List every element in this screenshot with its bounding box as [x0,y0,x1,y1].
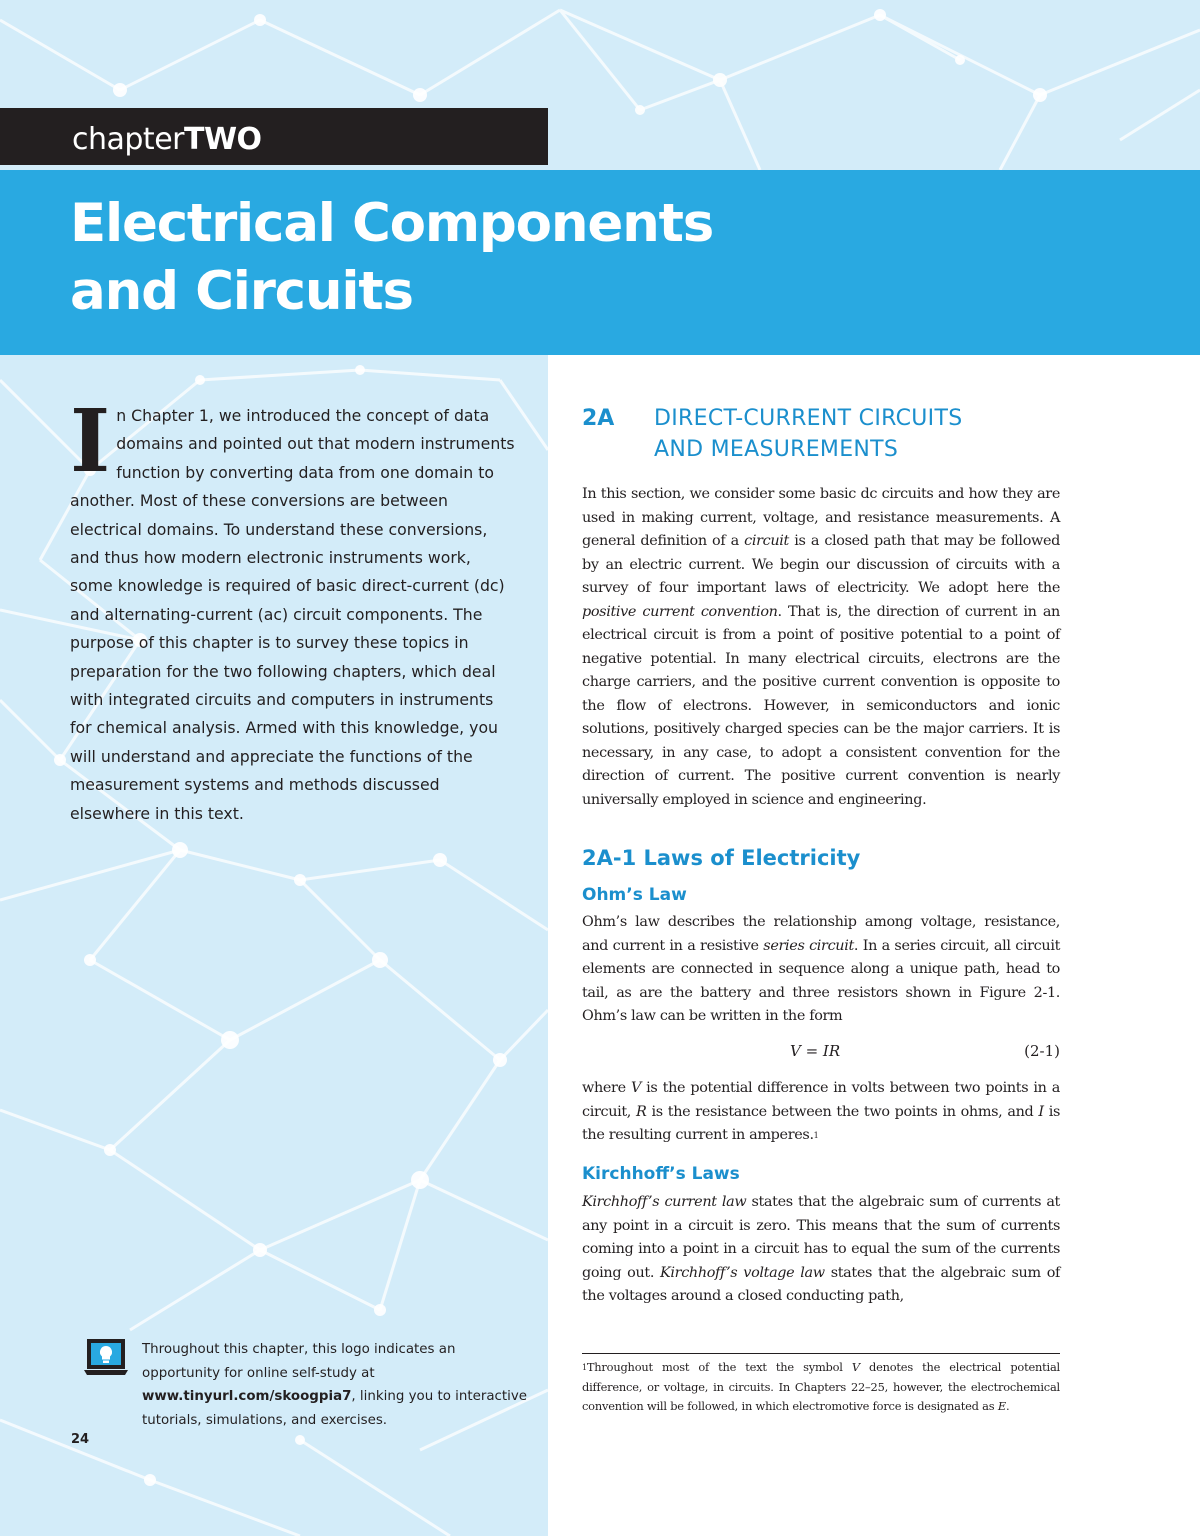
symbol-r: R [636,1103,647,1120]
footnote-reference[interactable]: 1 [813,1131,819,1140]
note-text-after: , linking you to interactive tutorials, simulations, and exercises. [142,1389,528,1428]
text-run: where [582,1080,631,1096]
text-run: denotes the electrical potential difference, or voltage, in circuits. In Chapters 22–25, however, the electrochemical convention will be followed, in which electromotive force is designated as [582,1360,1060,1413]
term-positive-current-convention: positive current convention [582,603,778,620]
text-run: . [1005,1399,1010,1413]
text-run: is the potential difference in volts between two points in a circuit, [582,1080,1060,1120]
footnote-marker: 1 [582,1363,587,1372]
text-run: Throughout most of the text the symbol [586,1360,852,1374]
intro-paragraph [70,391,518,828]
subsection-heading: 2A-1 Laws of Electricity [582,846,861,870]
lightbulb-laptop-icon [84,1338,128,1376]
note-text-before: Throughout this chapter, this logo indicates an opportunity for online self-study at [142,1342,456,1381]
term-series-circuit: series circuit [763,937,854,954]
text-run: is the resulting current in amperes. [582,1103,1060,1143]
kirchhoffs-laws-heading: Kirchhoff’s Laws [582,1164,740,1184]
equation-number: (2-1) [1024,1042,1060,1060]
ohms-law-heading: Ohm’s Law [582,885,687,905]
text-run: states that the algebraic sum of currents at any point in a circuit is zero. This means that the sum of currents coming into a point in a circuit has to equal the sum of the currents going out. [582,1194,1060,1281]
chapter-label-bar [0,108,548,165]
term-circuit: circuit [744,533,789,549]
footnote-divider [582,1353,1060,1354]
text-run: states that the algebraic sum of the voltages around a closed conducting path, [582,1264,1060,1304]
kirchhoffs-laws-paragraph [582,1191,1060,1309]
chapter-title-line2: and Circuits [70,261,413,322]
symbol-e: E [997,1399,1006,1413]
text-run: Ohm’s law describes the relationship among voltage, resistance, and current in a resistive [582,914,1060,954]
intro-text: n Chapter 1, we introduced the concept of data domains and pointed out that modern instruments function by converting data from one domain to another. Most of these conversions are between electrical domains. To understand these conversions, and thus how modern electronic instruments work, some knowledge is required of basic direct-current (dc) and alternating-current (ac) circuit components. The purpose of this chapter is to survey these topics in preparation for the two following chapters, which deal with integrated circuits and computers in instruments for chemical analysis. Armed with this knowledge, you will understand and appreciate the functions of the measurement systems and methods discussed elsewhere in this text. [70,406,515,823]
ohms-law-paragraph [582,911,1060,1029]
text-run: is a closed path that may be followed by an electric current. We begin our discussion of circuits with a survey of four important laws of electricity. We adopt here the [582,533,1060,596]
study-link[interactable]: www.tinyurl.com/skoogpia7 [142,1389,352,1404]
chapter-number: TWO [184,122,262,157]
drop-cap: I [70,391,111,492]
text-run: In this section, we consider some basic dc circuits and how they are used in making current, voltage, and resistance measurements. A general definition of a [582,486,1060,549]
text-run: . In a series circuit, all circuit elements are connected in sequence along a unique path, head to tail, as are the battery and three resistors shown in Figure 2-1. Ohm’s law can be written in the form [582,937,1061,1024]
where-paragraph [582,1077,1060,1148]
symbol-v: V [630,1080,641,1096]
page-number: 24 [71,1432,90,1447]
chapter-title-line1: Electrical Components [70,193,714,254]
chapter-prefix: chapter [72,122,184,157]
chapter-title [70,190,713,326]
section-title-line1: DIRECT-CURRENT CIRCUITS [654,406,963,431]
footnote [582,1358,1060,1417]
term-kirchhoff-voltage-law: Kirchhoff’s voltage law [660,1264,825,1281]
text-run: is the resistance between the two points in ohms, and [646,1103,1039,1120]
symbol-i: I [1038,1103,1044,1120]
equation-expression: V = IR [790,1042,841,1060]
term-kirchhoff-current-law: Kirchhoff’s current law [582,1194,747,1210]
symbol-v: V [851,1360,860,1374]
section-title-line2: AND MEASUREMENTS [654,437,899,462]
online-study-note [142,1338,532,1432]
text-run: . That is, the direction of current in an electrical circuit is from a point of positive potential to a point of negative potential. In many electrical circuits, electrons are the charge carriers, and the positive current convention is opposite to the flow of electrons. However, in semiconductors and ionic solutions, positively charged species can be the major carriers. It is necessary, in any case, to adopt a consistent convention for the direction of current. The positive current convention is nearly universally employed in science and engineering. [582,603,1060,808]
section-title [654,403,962,465]
equation-ohms-law [582,1042,1060,1066]
section-number: 2A [582,406,615,431]
section-intro-paragraph [582,483,1060,812]
